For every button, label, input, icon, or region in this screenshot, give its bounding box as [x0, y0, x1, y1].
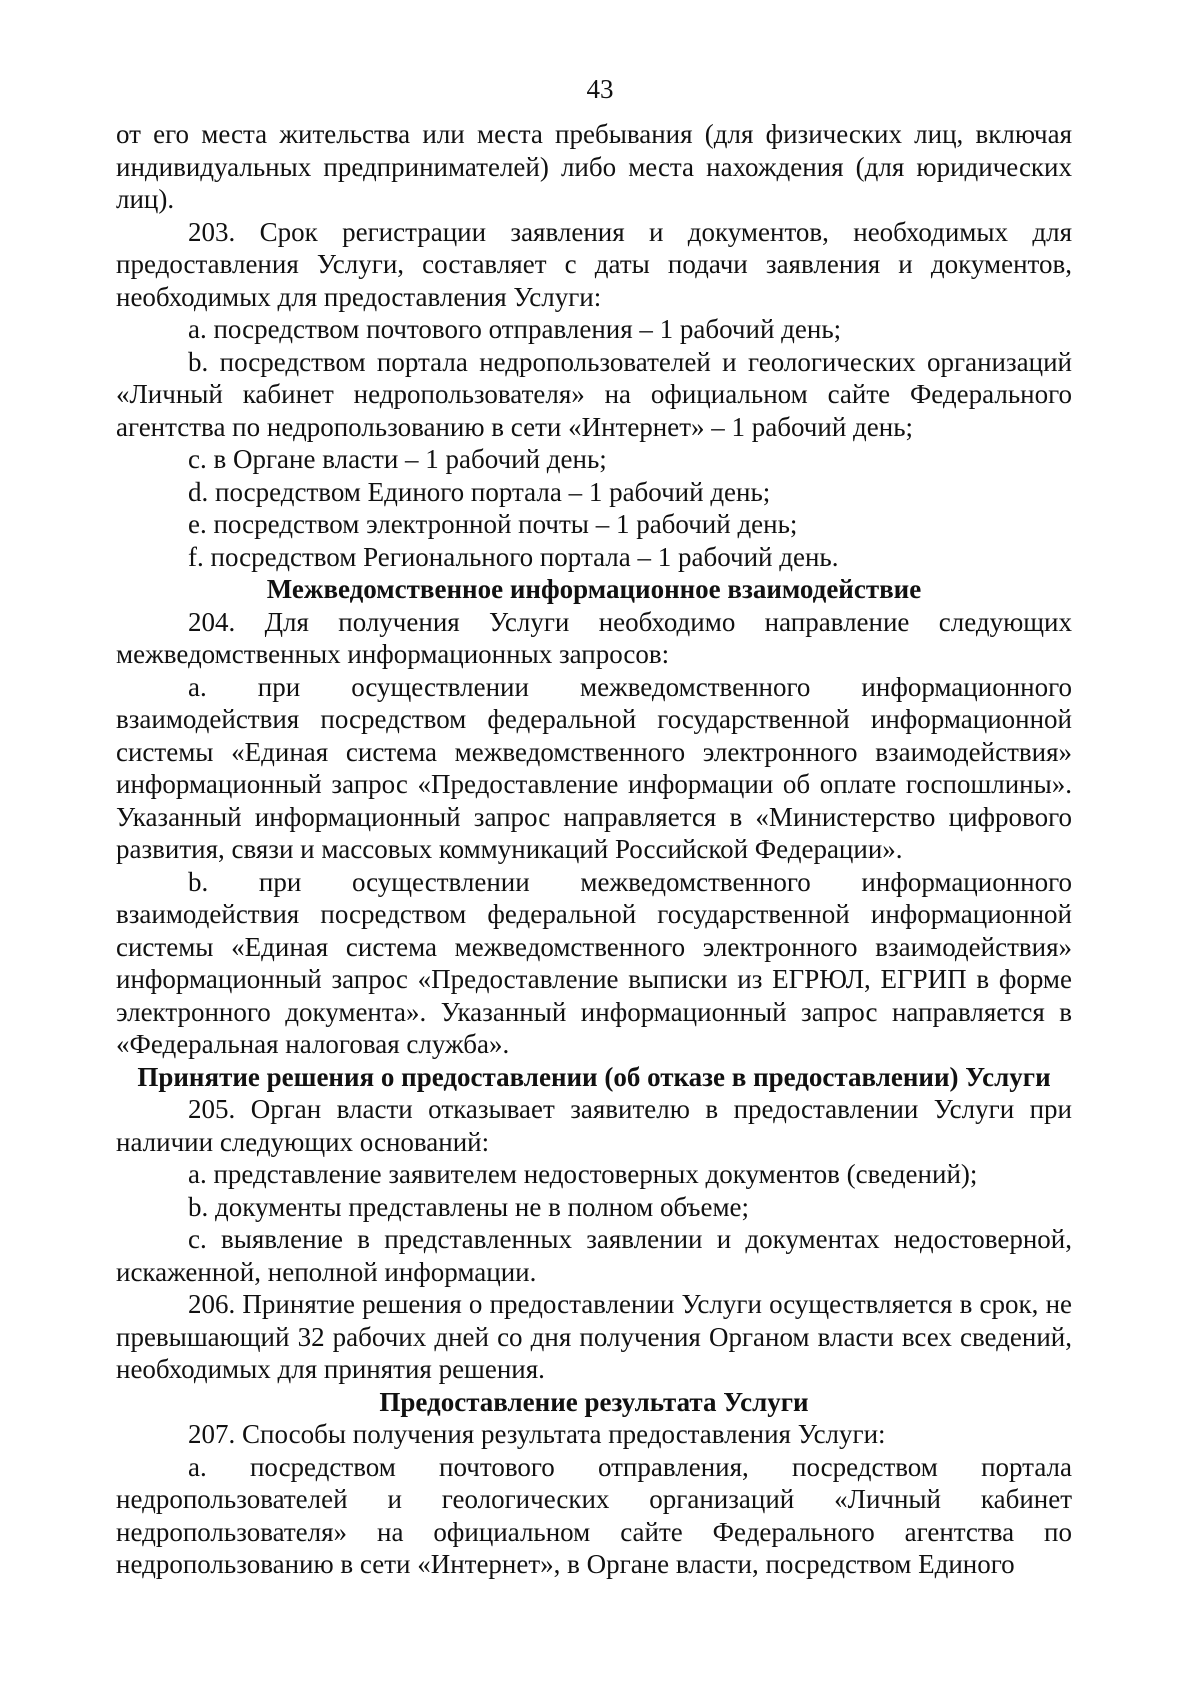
paragraph-continuation: от его места жительства или места пребывания (для физических лиц, включая индивидуальных предпринимателей) либо места нахождения (для юридических лиц). [116, 119, 1072, 214]
section-heading-interagency: Межведомственное информационное взаимодействие [266, 574, 922, 604]
list-item-205-a: a. представление заявителем недостоверных документов (сведений); [188, 1159, 978, 1189]
paragraph-203: 203. Срок регистрации заявления и документов, необходимых для предоставления Услуги, составляет с даты подачи заявления и документов, необходимых для предоставления Услуги: [116, 216, 1072, 312]
paragraph-204: 204. Для получения Услуги необходимо направление следующих межведомственных информационных запросов: [116, 606, 1072, 669]
list-item-207-a: a. посредством почтового отправления, посредством портала недропользователей и геологических организаций «Личный кабинет недропользователя» на официальном сайте Федерального агентства по недропользованию в сети «Интернет», в Органе власти, посредством Единого [116, 1451, 1072, 1579]
section-heading-decision: Принятие решения о предоставлении (об отказе в предоставлении) Услуги [137, 1061, 1051, 1092]
section-heading-result: Предоставление результата Услуги [379, 1386, 809, 1417]
list-item-205-b: b. документы представлены не в полном объеме; [188, 1191, 750, 1222]
list-item-203-f: f. посредством Регионального портала – 1 рабочий день. [188, 541, 839, 572]
page-body [116, 118, 1072, 1581]
page-number: 43 [586, 74, 614, 104]
list-item-205-c: c. выявление в представленных заявлении и документах недостоверной, искаженной, неполной информации. [116, 1224, 1072, 1287]
list-item-204-a: a. при осуществлении межведомственного информационного взаимодействия посредством федеральной государственной информационной системы «Единая система межведомственного электронного взаимодействия» информационный запрос «Предоставление информации об оплате госпошлины». Указанный информационный запрос направляется в «Министерство цифрового развития, связи и массовых коммуникаций Российской Федерации». [116, 671, 1072, 864]
list-item-203-c: c. в Органе власти – 1 рабочий день; [188, 444, 607, 474]
list-item-203-d: d. посредством Единого портала – 1 рабочий день; [188, 476, 771, 507]
list-item-204-b: b. при осуществлении межведомственного информационного взаимодействия посредством федеральной государственной информационной системы «Единая система межведомственного электронного взаимодействия» информационный запрос «Предоставление выписки из ЕГРЮЛ, ЕГРИП в форме электронного документа». Указанный информационный запрос направляется в «Федеральная налоговая служба». [116, 866, 1072, 1059]
list-item-203-e: e. посредством электронной почты – 1 рабочий день; [188, 509, 798, 539]
list-item-203-a: a. посредством почтового отправления – 1 рабочий день; [188, 314, 842, 344]
paragraph-207: 207. Способы получения результата предоставления Услуги: [188, 1419, 886, 1449]
paragraph-206: 206. Принятие решения о предоставлении Услуги осуществляется в срок, не превышающий 32 рабочих дней со дня получения Органом власти всех сведений, необходимых для принятия решения. [116, 1289, 1072, 1384]
list-item-203-b: b. посредством портала недропользователей и геологических организаций «Личный кабинет недропользователя» на официальном сайте Федерального агентства по недропользованию в сети «Интернет» – 1 рабочий день; [116, 346, 1072, 442]
paragraph-205: 205. Орган власти отказывает заявителю в предоставлении Услуги при наличии следующих оснований: [116, 1094, 1072, 1157]
